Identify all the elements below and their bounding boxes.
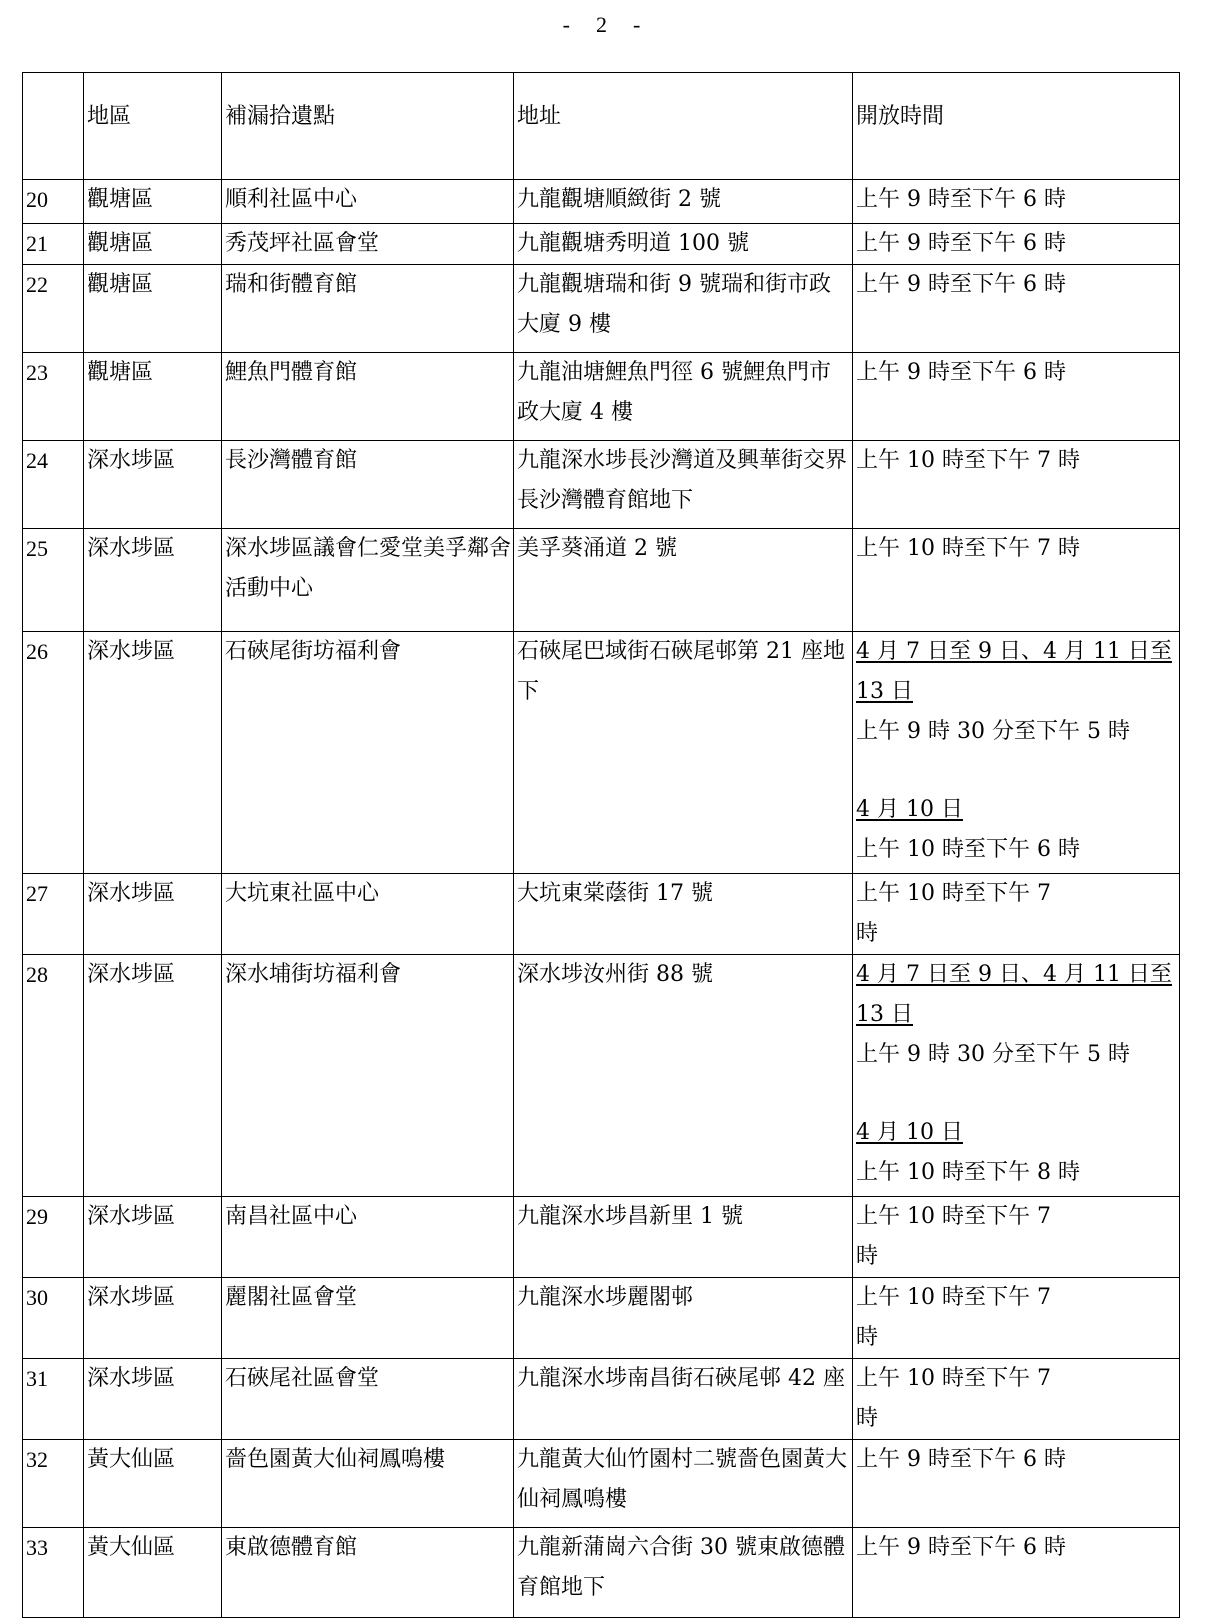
row-address: 九龍觀塘瑞和街 9 號瑞和街市政大廈 9 樓 bbox=[514, 265, 853, 353]
header-venue: 補漏拾遺點 bbox=[222, 73, 514, 180]
row-hours: 上午 10 時至下午 7 時 bbox=[853, 1359, 1180, 1440]
row-address: 九龍黃大仙竹園村二號嗇色園黃大仙祠鳳鳴樓 bbox=[514, 1440, 853, 1528]
row-number: 32 bbox=[23, 1440, 84, 1528]
row-number: 29 bbox=[23, 1197, 84, 1278]
row-address: 九龍深水埗麗閣邨 bbox=[514, 1278, 853, 1359]
table-row bbox=[23, 1197, 1180, 1278]
header-number bbox=[23, 73, 84, 180]
row-district: 深水埗區 bbox=[84, 1359, 222, 1440]
row-address: 美孚葵涌道 2 號 bbox=[514, 529, 853, 632]
row-venue: 石硤尾街坊福利會 bbox=[222, 632, 514, 874]
row-venue: 瑞和街體育館 bbox=[222, 265, 514, 353]
row-address: 石硤尾巴域街石硤尾邨第 21 座地下 bbox=[514, 632, 853, 874]
table-row bbox=[23, 265, 1180, 353]
row-hours: 上午 10 時至下午 7 時 bbox=[853, 529, 1180, 632]
row-hours: 上午 10 時至下午 7 時 bbox=[853, 441, 1180, 529]
row-number: 26 bbox=[23, 632, 84, 874]
row-address: 九龍油塘鯉魚門徑 6 號鯉魚門市政大廈 4 樓 bbox=[514, 353, 853, 441]
header-hours: 開放時間 bbox=[853, 73, 1180, 180]
row-district: 觀塘區 bbox=[84, 224, 222, 265]
table-row bbox=[23, 1359, 1180, 1440]
row-number: 25 bbox=[23, 529, 84, 632]
row-venue: 深水埔街坊福利會 bbox=[222, 955, 514, 1197]
row-address: 九龍深水埗昌新里 1 號 bbox=[514, 1197, 853, 1278]
row-district: 觀塘區 bbox=[84, 180, 222, 224]
row-hours: 上午 9 時至下午 6 時 bbox=[853, 180, 1180, 224]
row-venue: 鯉魚門體育館 bbox=[222, 353, 514, 441]
collection-points-table bbox=[22, 72, 1180, 1618]
hours-time-range: 上午 9 時 30 分至下午 5 時 bbox=[856, 719, 1130, 744]
hours-date-range: 4 月 7 日至 9 日、4 月 11 日至 13 日 bbox=[856, 639, 1172, 704]
table-row bbox=[23, 1278, 1180, 1359]
row-venue: 大坑東社區中心 bbox=[222, 874, 514, 955]
row-district: 深水埗區 bbox=[84, 874, 222, 955]
table-row bbox=[23, 632, 1180, 874]
row-hours bbox=[853, 955, 1180, 1197]
row-district: 深水埗區 bbox=[84, 632, 222, 874]
hours-time-single: 上午 10 時至下午 8 時 bbox=[856, 1160, 1080, 1185]
row-hours bbox=[853, 632, 1180, 874]
row-venue: 嗇色園黃大仙祠鳳鳴樓 bbox=[222, 1440, 514, 1528]
row-district: 深水埗區 bbox=[84, 1197, 222, 1278]
hours-date-single: 4 月 10 日 bbox=[856, 797, 963, 822]
row-address: 九龍深水埗長沙灣道及興華街交界長沙灣體育館地下 bbox=[514, 441, 853, 529]
row-number: 31 bbox=[23, 1359, 84, 1440]
row-hours: 上午 10 時至下午 7 時 bbox=[853, 1197, 1180, 1278]
header-district: 地區 bbox=[84, 73, 222, 180]
row-address: 九龍觀塘秀明道 100 號 bbox=[514, 224, 853, 265]
table-row bbox=[23, 1440, 1180, 1528]
row-number: 23 bbox=[23, 353, 84, 441]
hours-date-range: 4 月 7 日至 9 日、4 月 11 日至 13 日 bbox=[856, 962, 1172, 1027]
row-venue: 順利社區中心 bbox=[222, 180, 514, 224]
row-venue: 石硤尾社區會堂 bbox=[222, 1359, 514, 1440]
row-address: 深水埗汝州街 88 號 bbox=[514, 955, 853, 1197]
row-district: 深水埗區 bbox=[84, 529, 222, 632]
row-number: 21 bbox=[23, 224, 84, 265]
row-district: 觀塘區 bbox=[84, 265, 222, 353]
table-row bbox=[23, 441, 1180, 529]
row-address: 九龍深水埗南昌街石硤尾邨 42 座 bbox=[514, 1359, 853, 1440]
hours-time-range: 上午 9 時 30 分至下午 5 時 bbox=[856, 1042, 1130, 1067]
row-hours: 上午 9 時至下午 6 時 bbox=[853, 224, 1180, 265]
table-row bbox=[23, 874, 1180, 955]
row-address: 大坑東棠蔭街 17 號 bbox=[514, 874, 853, 955]
row-venue: 深水埗區議會仁愛堂美孚鄰舍活動中心 bbox=[222, 529, 514, 632]
row-number: 24 bbox=[23, 441, 84, 529]
row-number: 22 bbox=[23, 265, 84, 353]
row-venue: 長沙灣體育館 bbox=[222, 441, 514, 529]
table-row bbox=[23, 1528, 1180, 1618]
row-number: 20 bbox=[23, 180, 84, 224]
table-row bbox=[23, 180, 1180, 224]
row-number: 27 bbox=[23, 874, 84, 955]
row-hours: 上午 9 時至下午 6 時 bbox=[853, 353, 1180, 441]
row-hours: 上午 9 時至下午 6 時 bbox=[853, 1440, 1180, 1528]
row-district: 深水埗區 bbox=[84, 955, 222, 1197]
row-venue: 麗閣社區會堂 bbox=[222, 1278, 514, 1359]
row-venue: 東啟德體育館 bbox=[222, 1528, 514, 1618]
header-address: 地址 bbox=[514, 73, 853, 180]
row-district: 深水埗區 bbox=[84, 1278, 222, 1359]
table-header-row bbox=[23, 73, 1180, 180]
row-number: 30 bbox=[23, 1278, 84, 1359]
row-number: 28 bbox=[23, 955, 84, 1197]
table-row bbox=[23, 353, 1180, 441]
table-row bbox=[23, 224, 1180, 265]
hours-date-single: 4 月 10 日 bbox=[856, 1120, 963, 1145]
table-row bbox=[23, 955, 1180, 1197]
row-number: 33 bbox=[23, 1528, 84, 1618]
hours-time-single: 上午 10 時至下午 6 時 bbox=[856, 837, 1080, 862]
row-hours: 上午 10 時至下午 7 時 bbox=[853, 1278, 1180, 1359]
row-district: 黃大仙區 bbox=[84, 1528, 222, 1618]
row-district: 深水埗區 bbox=[84, 441, 222, 529]
row-hours: 上午 9 時至下午 6 時 bbox=[853, 1528, 1180, 1618]
row-hours: 上午 10 時至下午 7 時 bbox=[853, 874, 1180, 955]
table-row bbox=[23, 529, 1180, 632]
row-address: 九龍觀塘順緻街 2 號 bbox=[514, 180, 853, 224]
page-number: - 2 - bbox=[562, 12, 643, 37]
row-address: 九龍新蒲崗六合街 30 號東啟德體育館地下 bbox=[514, 1528, 853, 1618]
row-district: 觀塘區 bbox=[84, 353, 222, 441]
row-venue: 南昌社區中心 bbox=[222, 1197, 514, 1278]
row-district: 黃大仙區 bbox=[84, 1440, 222, 1528]
row-hours: 上午 9 時至下午 6 時 bbox=[853, 265, 1180, 353]
row-venue: 秀茂坪社區會堂 bbox=[222, 224, 514, 265]
